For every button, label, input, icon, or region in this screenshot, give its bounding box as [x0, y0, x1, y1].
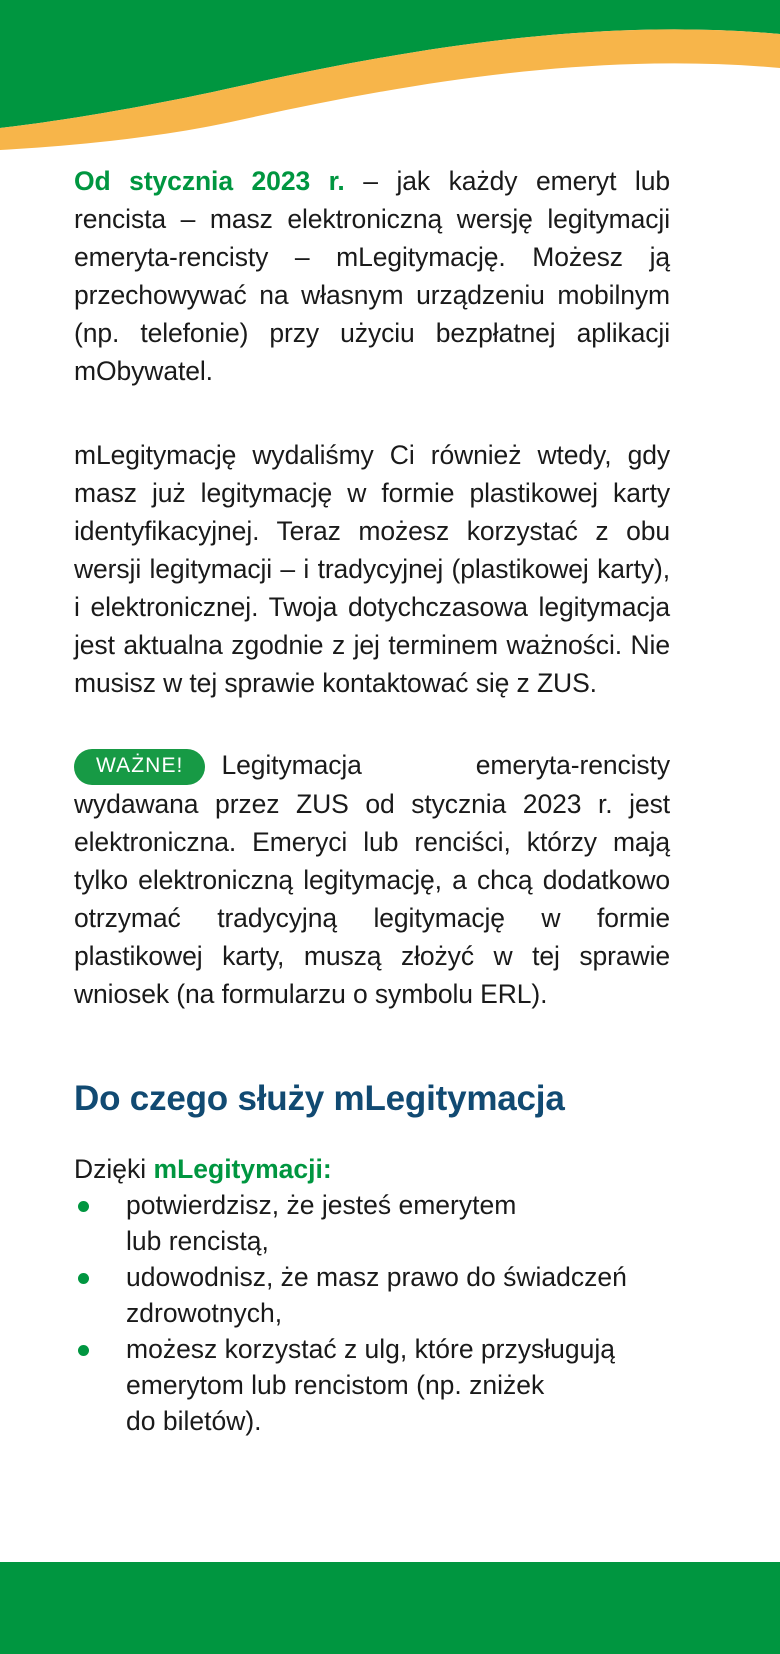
benefits-intro-accent: mLegitymacji: — [153, 1154, 332, 1184]
paragraph-important — [74, 746, 670, 1013]
paragraph-important-text: Legitymacja emeryta-rencisty wydawana przez ZUS od stycznia 2023 r. jest elektroniczna. Emeryci lub renciści, którzy mają tylko elektroniczną legitymację, a chcą dodatkowo otrzymać tradycyjną legitymację w formie plastikowej karty, muszą złożyć w tej sprawie wniosek (na formularzu o symbolu ERL). — [74, 750, 670, 1009]
list-item — [74, 1187, 670, 1259]
list-item-line: zdrowotnych, — [126, 1298, 283, 1328]
list-item — [74, 1259, 670, 1331]
paragraph-intro-rest: – jak każdy emeryt lub rencista – masz elektroniczną wersję legitymacji emeryta-rencisty – mLegitymację. Możesz ją przechowywać na własnym urządzeniu mobilnym (np. telefonie) przy użyciu bezpłatnej aplikacji mObywatel. — [74, 166, 670, 386]
bullet-dot-icon — [78, 1273, 89, 1284]
paragraph-existing-card: mLegitymację wydaliśmy Ci również wtedy, gdy masz już legitymację w formie plastikowej karty identyfikacyjnej. Teraz możesz korzystać z obu wersji legitymacji – i tradycyjnej (plastikowej karty), i elektronicznej. Twoja dotychczasowa legitymacja jest aktualna zgodnie z jej terminem ważności. Nie musisz w tej sprawie kontaktować się z ZUS. — [74, 440, 670, 698]
list-item — [74, 1331, 670, 1439]
list-item-line: udowodnisz, że masz prawo do świadczeń — [126, 1262, 627, 1292]
benefits-list — [74, 1187, 670, 1439]
page-header-banner — [0, 0, 780, 150]
important-badge: WAŻNE! — [74, 749, 205, 785]
page-content — [74, 162, 670, 1439]
page-footer-band — [0, 1562, 780, 1654]
benefits-intro-prefix: Dzięki — [74, 1154, 154, 1184]
section-title: Do czego służy mLegitymacja — [74, 1079, 565, 1118]
paragraph-intro — [74, 162, 670, 390]
bullet-dot-icon — [78, 1345, 89, 1356]
list-item-line: do biletów). — [126, 1406, 262, 1436]
bullet-dot-icon — [78, 1201, 89, 1212]
list-item-line: możesz korzystać z ulg, które przysługują — [126, 1334, 615, 1364]
benefits-intro — [74, 1121, 670, 1187]
list-item-line: emerytom lub rencistom (np. zniżek — [126, 1370, 545, 1400]
list-item-line: lub rencistą, — [126, 1226, 269, 1256]
list-item-line: potwierdzisz, że jesteś emerytem — [126, 1190, 517, 1220]
paragraph-intro-lead: Od stycznia 2023 r. — [74, 166, 345, 196]
